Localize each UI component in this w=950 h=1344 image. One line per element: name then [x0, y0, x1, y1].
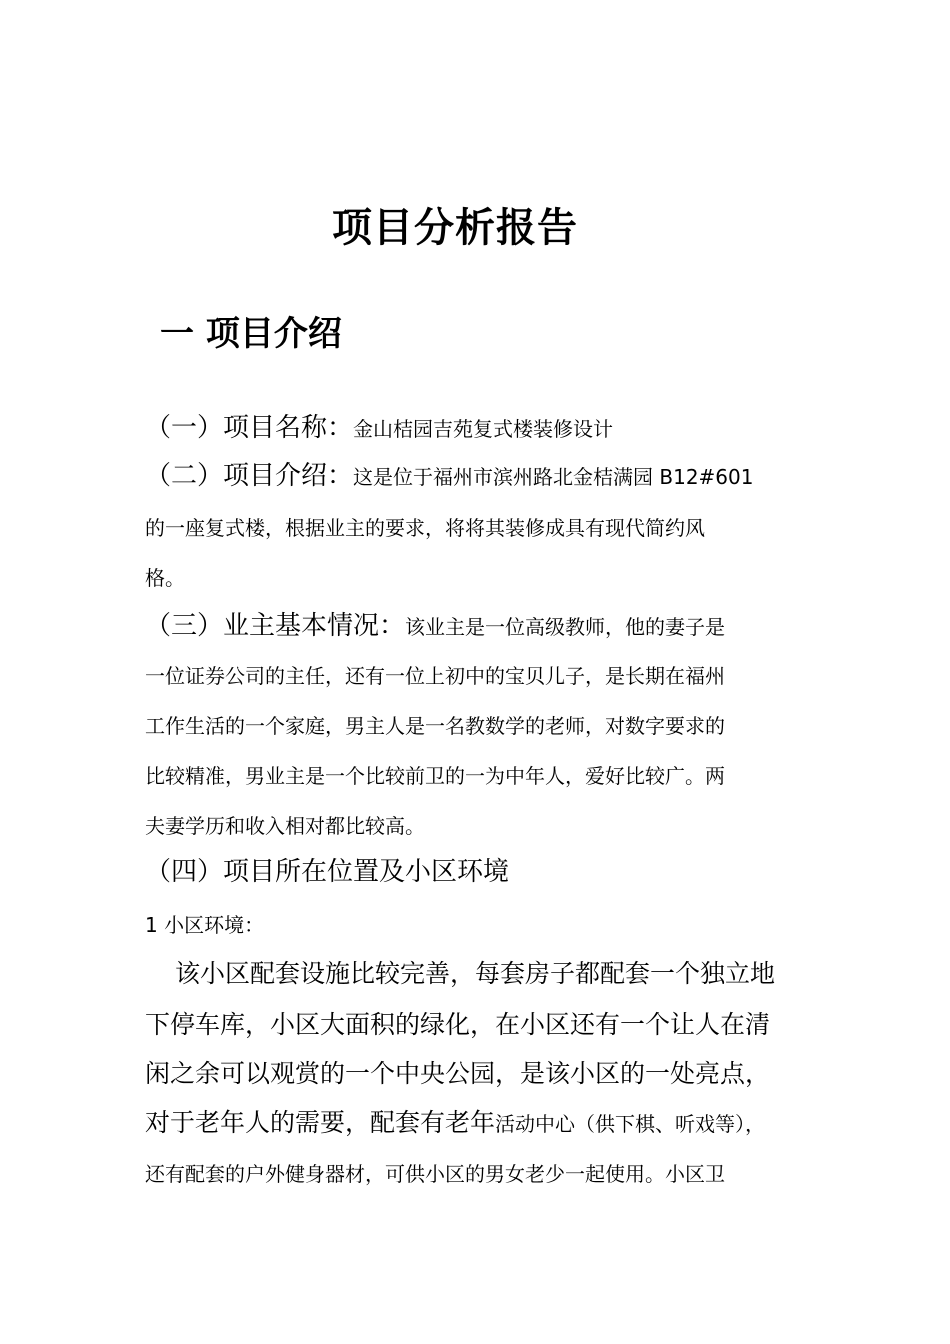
paragraph-line: 的一座复式楼，根据业主的要求，将将其装修成具有现代简约风 [145, 516, 705, 540]
item-value: 金山桔园吉苑复式楼装修设计 [353, 417, 614, 441]
paragraph-line [145, 1109, 765, 1138]
item-label: （二）项目介绍： [145, 461, 354, 491]
paragraph-line: 夫妻学历和收入相对都比较高。 [145, 814, 425, 838]
item-label: （三）业主基本情况： [145, 611, 406, 641]
paragraph-line: 比较精准，男业主是一个比较前卫的一为中年人，爱好比较广。两 [145, 764, 725, 788]
text-run: 对于老年人的需要，配套有老年 [145, 1108, 496, 1137]
item-project-name [145, 414, 613, 443]
paragraph-line: 该业主是一位高级教师，他的妻子是 [405, 615, 726, 639]
paragraph-line: 一位证券公司的主任，还有一位上初中的宝贝儿子，是长期在福州 [145, 664, 725, 688]
paragraph-line: 这是位于福州市滨州路北金桔满园 B12#601 [353, 465, 754, 489]
subsection-heading: （四）项目所在位置及小区环境 [145, 857, 510, 887]
section-heading: 一 项目介绍 [160, 314, 342, 354]
paragraph-line: 下停车库，小区大面积的绿化，在小区还有一个让人在清 [145, 1010, 771, 1039]
sub-heading: 1 小区环境： [145, 913, 265, 937]
document-title: 项目分析报告 [332, 205, 578, 251]
text-run: 活动中心（供下棋、听戏等）， [495, 1112, 766, 1136]
paragraph-line: 闲之余可以观赏的一个中央公园，是该小区的一处亮点， [145, 1059, 771, 1088]
item-label: （一）项目名称： [145, 413, 354, 443]
item-owner-info [145, 612, 725, 641]
paragraph-line: 工作生活的一个家庭，男主人是一名教数学的老师，对数字要求的 [145, 714, 725, 738]
paragraph-line: 该小区配套设施比较完善，每套房子都配套一个独立地 [175, 959, 776, 988]
item-project-intro [145, 462, 753, 491]
paragraph-line: 还有配套的户外健身器材，可供小区的男女老少一起使用。小区卫 [145, 1162, 725, 1186]
paragraph-line: 格。 [145, 566, 185, 590]
